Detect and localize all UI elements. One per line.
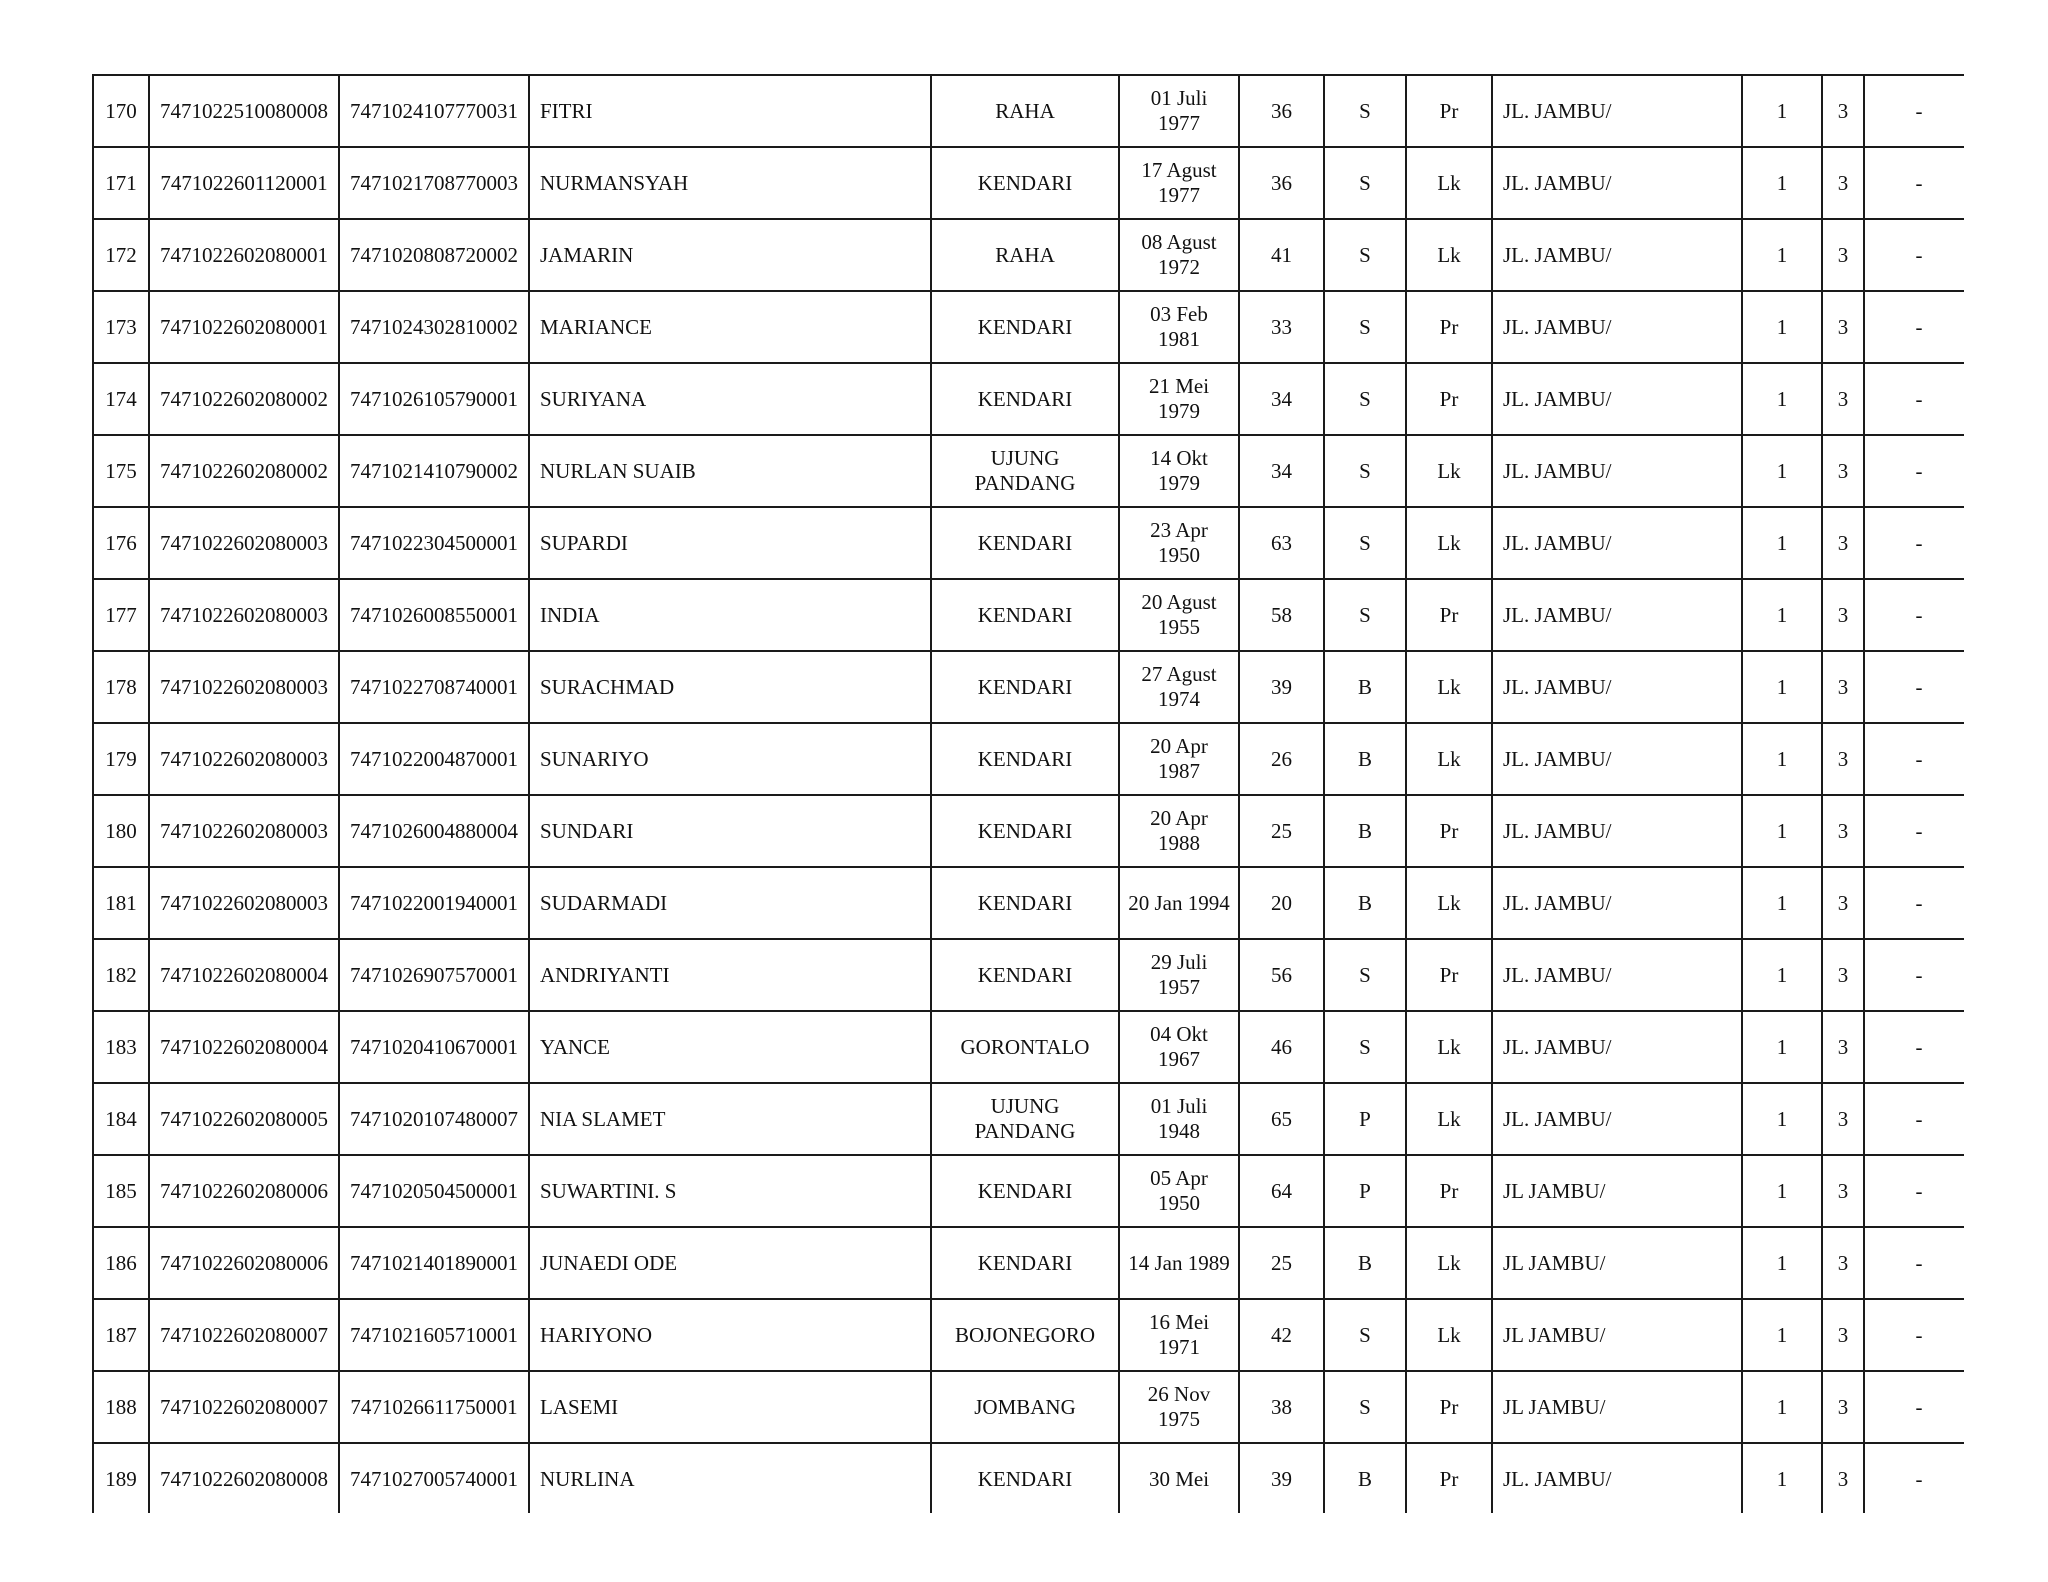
cell-marital-status: S	[1324, 1299, 1406, 1371]
cell-no: 170	[93, 75, 149, 147]
cell-address: JL. JAMBU/	[1492, 1443, 1742, 1513]
table-row	[93, 291, 1964, 363]
cell-birthdate: 03 Feb 1981	[1119, 291, 1239, 363]
cell-remarks: -	[1864, 1011, 1964, 1083]
cell-rw: 3	[1822, 579, 1864, 651]
cell-age: 39	[1239, 651, 1324, 723]
cell-rw: 3	[1822, 291, 1864, 363]
table-row	[93, 147, 1964, 219]
table-row	[93, 795, 1964, 867]
cell-name: FITRI	[529, 75, 931, 147]
cell-kk-number: 7471022602080004	[149, 939, 339, 1011]
cell-rt: 1	[1742, 291, 1822, 363]
cell-no: 180	[93, 795, 149, 867]
cell-sex: Pr	[1406, 939, 1492, 1011]
cell-sex: Lk	[1406, 435, 1492, 507]
cell-remarks: -	[1864, 1155, 1964, 1227]
cell-no: 187	[93, 1299, 149, 1371]
cell-sex: Lk	[1406, 867, 1492, 939]
cell-age: 33	[1239, 291, 1324, 363]
cell-address: JL. JAMBU/	[1492, 219, 1742, 291]
cell-age: 20	[1239, 867, 1324, 939]
cell-age: 41	[1239, 219, 1324, 291]
cell-sex: Pr	[1406, 795, 1492, 867]
cell-rw: 3	[1822, 1155, 1864, 1227]
cell-rw: 3	[1822, 147, 1864, 219]
table-row	[93, 867, 1964, 939]
table-row	[93, 363, 1964, 435]
table-row	[93, 651, 1964, 723]
cell-marital-status: B	[1324, 1443, 1406, 1513]
cell-rw: 3	[1822, 795, 1864, 867]
cell-address: JL. JAMBU/	[1492, 939, 1742, 1011]
cell-no: 175	[93, 435, 149, 507]
cell-birthplace: KENDARI	[931, 795, 1119, 867]
cell-rt: 1	[1742, 435, 1822, 507]
cell-rw: 3	[1822, 867, 1864, 939]
cell-kk-number: 7471022602080001	[149, 291, 339, 363]
cell-kk-number: 7471022601120001	[149, 147, 339, 219]
cell-nik: 7471026907570001	[339, 939, 529, 1011]
cell-age: 26	[1239, 723, 1324, 795]
cell-birthdate: 01 Juli 1977	[1119, 75, 1239, 147]
cell-nik: 7471026611750001	[339, 1371, 529, 1443]
cell-rw: 3	[1822, 75, 1864, 147]
cell-birthplace: GORONTALO	[931, 1011, 1119, 1083]
cell-birthdate: 20 Agust 1955	[1119, 579, 1239, 651]
cell-marital-status: S	[1324, 1371, 1406, 1443]
cell-rt: 1	[1742, 579, 1822, 651]
cell-address: JL. JAMBU/	[1492, 507, 1742, 579]
cell-age: 58	[1239, 579, 1324, 651]
cell-no: 178	[93, 651, 149, 723]
cell-sex: Lk	[1406, 1011, 1492, 1083]
cell-rw: 3	[1822, 1083, 1864, 1155]
cell-birthdate: 20 Apr 1988	[1119, 795, 1239, 867]
cell-kk-number: 7471022602080003	[149, 795, 339, 867]
cell-kk-number: 7471022602080007	[149, 1299, 339, 1371]
cell-address: JL. JAMBU/	[1492, 795, 1742, 867]
cell-sex: Pr	[1406, 579, 1492, 651]
cell-age: 36	[1239, 147, 1324, 219]
cell-kk-number: 7471022602080006	[149, 1155, 339, 1227]
cell-marital-status: S	[1324, 363, 1406, 435]
cell-address: JL. JAMBU/	[1492, 867, 1742, 939]
cell-age: 25	[1239, 1227, 1324, 1299]
cell-rw: 3	[1822, 435, 1864, 507]
cell-kk-number: 7471022602080003	[149, 723, 339, 795]
cell-remarks: -	[1864, 795, 1964, 867]
cell-name: NURMANSYAH	[529, 147, 931, 219]
cell-sex: Lk	[1406, 507, 1492, 579]
cell-rt: 1	[1742, 75, 1822, 147]
cell-remarks: -	[1864, 219, 1964, 291]
cell-name: MARIANCE	[529, 291, 931, 363]
cell-nik: 7471024107770031	[339, 75, 529, 147]
table-row	[93, 1299, 1964, 1371]
cell-age: 42	[1239, 1299, 1324, 1371]
cell-age: 65	[1239, 1083, 1324, 1155]
table-row	[93, 507, 1964, 579]
table-row	[93, 219, 1964, 291]
cell-birthplace: KENDARI	[931, 291, 1119, 363]
cell-sex: Lk	[1406, 1083, 1492, 1155]
cell-no: 182	[93, 939, 149, 1011]
cell-sex: Pr	[1406, 1155, 1492, 1227]
cell-kk-number: 7471022602080003	[149, 651, 339, 723]
cell-rt: 1	[1742, 723, 1822, 795]
cell-kk-number: 7471022602080001	[149, 219, 339, 291]
cell-sex: Lk	[1406, 1299, 1492, 1371]
cell-remarks: -	[1864, 363, 1964, 435]
cell-address: JL. JAMBU/	[1492, 723, 1742, 795]
cell-kk-number: 7471022602080006	[149, 1227, 339, 1299]
cell-no: 183	[93, 1011, 149, 1083]
cell-remarks: -	[1864, 723, 1964, 795]
cell-kk-number: 7471022602080003	[149, 867, 339, 939]
cell-no: 177	[93, 579, 149, 651]
cell-name: SUDARMADI	[529, 867, 931, 939]
cell-remarks: -	[1864, 435, 1964, 507]
cell-remarks: -	[1864, 579, 1964, 651]
cell-address: JL JAMBU/	[1492, 1371, 1742, 1443]
cell-rw: 3	[1822, 1443, 1864, 1513]
cell-birthdate: 14 Jan 1989	[1119, 1227, 1239, 1299]
cell-nik: 7471022708740001	[339, 651, 529, 723]
cell-address: JL. JAMBU/	[1492, 363, 1742, 435]
cell-rt: 1	[1742, 795, 1822, 867]
cell-nik: 7471026004880004	[339, 795, 529, 867]
cell-age: 46	[1239, 1011, 1324, 1083]
cell-sex: Lk	[1406, 723, 1492, 795]
table-row	[93, 435, 1964, 507]
cell-rt: 1	[1742, 1083, 1822, 1155]
cell-name: NURLAN SUAIB	[529, 435, 931, 507]
cell-age: 34	[1239, 435, 1324, 507]
cell-nik: 7471022001940001	[339, 867, 529, 939]
cell-birthplace: KENDARI	[931, 651, 1119, 723]
cell-birthplace: KENDARI	[931, 579, 1119, 651]
cell-marital-status: S	[1324, 939, 1406, 1011]
cell-no: 186	[93, 1227, 149, 1299]
cell-marital-status: B	[1324, 723, 1406, 795]
cell-remarks: -	[1864, 867, 1964, 939]
table-row	[93, 723, 1964, 795]
cell-age: 34	[1239, 363, 1324, 435]
cell-nik: 7471020504500001	[339, 1155, 529, 1227]
cell-name: HARIYONO	[529, 1299, 931, 1371]
cell-kk-number: 7471022602080004	[149, 1011, 339, 1083]
cell-birthdate: 26 Nov 1975	[1119, 1371, 1239, 1443]
cell-address: JL. JAMBU/	[1492, 1083, 1742, 1155]
cell-birthdate: 23 Apr 1950	[1119, 507, 1239, 579]
cell-rw: 3	[1822, 1299, 1864, 1371]
cell-remarks: -	[1864, 507, 1964, 579]
cell-address: JL. JAMBU/	[1492, 147, 1742, 219]
cell-nik: 7471021605710001	[339, 1299, 529, 1371]
cell-no: 185	[93, 1155, 149, 1227]
cell-birthplace: RAHA	[931, 219, 1119, 291]
cell-rw: 3	[1822, 507, 1864, 579]
cell-birthplace: KENDARI	[931, 1155, 1119, 1227]
cell-birthplace: KENDARI	[931, 363, 1119, 435]
cell-kk-number: 7471022602080008	[149, 1443, 339, 1513]
cell-rt: 1	[1742, 1155, 1822, 1227]
cell-no: 171	[93, 147, 149, 219]
cell-age: 36	[1239, 75, 1324, 147]
resident-table	[92, 74, 1964, 1513]
cell-nik: 7471027005740001	[339, 1443, 529, 1513]
cell-sex: Pr	[1406, 291, 1492, 363]
cell-name: NURLINA	[529, 1443, 931, 1513]
cell-address: JL JAMBU/	[1492, 1227, 1742, 1299]
cell-age: 63	[1239, 507, 1324, 579]
cell-nik: 7471020808720002	[339, 219, 529, 291]
cell-nik: 7471020410670001	[339, 1011, 529, 1083]
cell-remarks: -	[1864, 1371, 1964, 1443]
cell-rt: 1	[1742, 1443, 1822, 1513]
cell-marital-status: B	[1324, 795, 1406, 867]
cell-birthplace: KENDARI	[931, 723, 1119, 795]
table-row	[93, 1083, 1964, 1155]
cell-address: JL JAMBU/	[1492, 1155, 1742, 1227]
cell-name: SUWARTINI. S	[529, 1155, 931, 1227]
cell-kk-number: 7471022510080008	[149, 75, 339, 147]
cell-name: JUNAEDI ODE	[529, 1227, 931, 1299]
cell-name: NIA SLAMET	[529, 1083, 931, 1155]
cell-kk-number: 7471022602080002	[149, 435, 339, 507]
cell-rw: 3	[1822, 651, 1864, 723]
table-row	[93, 1371, 1964, 1443]
cell-sex: Pr	[1406, 1443, 1492, 1513]
cell-address: JL. JAMBU/	[1492, 1011, 1742, 1083]
cell-marital-status: S	[1324, 579, 1406, 651]
cell-age: 39	[1239, 1443, 1324, 1513]
cell-marital-status: B	[1324, 1227, 1406, 1299]
cell-kk-number: 7471022602080003	[149, 579, 339, 651]
cell-no: 179	[93, 723, 149, 795]
cell-remarks: -	[1864, 291, 1964, 363]
cell-no: 188	[93, 1371, 149, 1443]
cell-nik: 7471020107480007	[339, 1083, 529, 1155]
cell-birthplace: KENDARI	[931, 147, 1119, 219]
cell-name: SUNDARI	[529, 795, 931, 867]
cell-kk-number: 7471022602080005	[149, 1083, 339, 1155]
cell-birthplace: RAHA	[931, 75, 1119, 147]
cell-rw: 3	[1822, 1227, 1864, 1299]
cell-rw: 3	[1822, 363, 1864, 435]
cell-rw: 3	[1822, 723, 1864, 795]
cell-name: JAMARIN	[529, 219, 931, 291]
cell-nik: 7471021410790002	[339, 435, 529, 507]
cell-marital-status: S	[1324, 147, 1406, 219]
cell-remarks: -	[1864, 651, 1964, 723]
cell-age: 25	[1239, 795, 1324, 867]
cell-marital-status: B	[1324, 651, 1406, 723]
cell-rt: 1	[1742, 1299, 1822, 1371]
cell-rt: 1	[1742, 147, 1822, 219]
cell-no: 176	[93, 507, 149, 579]
cell-marital-status: P	[1324, 1155, 1406, 1227]
cell-address: JL. JAMBU/	[1492, 651, 1742, 723]
cell-rt: 1	[1742, 1011, 1822, 1083]
cell-birthdate: 14 Okt 1979	[1119, 435, 1239, 507]
cell-rt: 1	[1742, 867, 1822, 939]
cell-nik: 7471026105790001	[339, 363, 529, 435]
table-row	[93, 579, 1964, 651]
cell-no: 174	[93, 363, 149, 435]
cell-rw: 3	[1822, 939, 1864, 1011]
cell-rt: 1	[1742, 939, 1822, 1011]
cell-rt: 1	[1742, 219, 1822, 291]
cell-sex: Lk	[1406, 651, 1492, 723]
cell-remarks: -	[1864, 939, 1964, 1011]
cell-age: 64	[1239, 1155, 1324, 1227]
cell-name: ANDRIYANTI	[529, 939, 931, 1011]
cell-name: SURACHMAD	[529, 651, 931, 723]
cell-address: JL. JAMBU/	[1492, 579, 1742, 651]
cell-birthplace: KENDARI	[931, 939, 1119, 1011]
table-row	[93, 939, 1964, 1011]
cell-birthplace: JOMBANG	[931, 1371, 1119, 1443]
cell-marital-status: B	[1324, 867, 1406, 939]
cell-birthdate: 30 Mei	[1119, 1443, 1239, 1513]
cell-remarks: -	[1864, 1227, 1964, 1299]
cell-nik: 7471021401890001	[339, 1227, 529, 1299]
cell-marital-status: S	[1324, 75, 1406, 147]
cell-birthplace: UJUNG PANDANG	[931, 435, 1119, 507]
cell-birthdate: 16 Mei 1971	[1119, 1299, 1239, 1371]
cell-address: JL. JAMBU/	[1492, 75, 1742, 147]
cell-rw: 3	[1822, 1371, 1864, 1443]
cell-marital-status: P	[1324, 1083, 1406, 1155]
cell-nik: 7471022304500001	[339, 507, 529, 579]
cell-name: YANCE	[529, 1011, 931, 1083]
cell-remarks: -	[1864, 75, 1964, 147]
cell-birthplace: UJUNG PANDANG	[931, 1083, 1119, 1155]
cell-birthdate: 21 Mei 1979	[1119, 363, 1239, 435]
cell-rw: 3	[1822, 219, 1864, 291]
cell-address: JL. JAMBU/	[1492, 291, 1742, 363]
cell-birthdate: 08 Agust 1972	[1119, 219, 1239, 291]
cell-birthdate: 20 Jan 1994	[1119, 867, 1239, 939]
table-row	[93, 1227, 1964, 1299]
cell-sex: Pr	[1406, 75, 1492, 147]
cell-age: 38	[1239, 1371, 1324, 1443]
cell-birthdate: 17 Agust 1977	[1119, 147, 1239, 219]
cell-birthdate: 05 Apr 1950	[1119, 1155, 1239, 1227]
cell-birthplace: KENDARI	[931, 867, 1119, 939]
cell-birthplace: KENDARI	[931, 1227, 1119, 1299]
cell-no: 181	[93, 867, 149, 939]
cell-sex: Pr	[1406, 363, 1492, 435]
cell-name: LASEMI	[529, 1371, 931, 1443]
cell-rt: 1	[1742, 1371, 1822, 1443]
cell-birthdate: 01 Juli 1948	[1119, 1083, 1239, 1155]
cell-name: SUPARDI	[529, 507, 931, 579]
cell-kk-number: 7471022602080003	[149, 507, 339, 579]
cell-age: 56	[1239, 939, 1324, 1011]
cell-birthplace: BOJONEGORO	[931, 1299, 1119, 1371]
cell-kk-number: 7471022602080002	[149, 363, 339, 435]
cell-remarks: -	[1864, 1299, 1964, 1371]
cell-name: SUNARIYO	[529, 723, 931, 795]
cell-rt: 1	[1742, 651, 1822, 723]
table-row	[93, 1011, 1964, 1083]
cell-remarks: -	[1864, 1443, 1964, 1513]
cell-no: 184	[93, 1083, 149, 1155]
cell-address: JL JAMBU/	[1492, 1299, 1742, 1371]
cell-sex: Lk	[1406, 147, 1492, 219]
cell-remarks: -	[1864, 147, 1964, 219]
cell-rt: 1	[1742, 363, 1822, 435]
cell-birthplace: KENDARI	[931, 1443, 1119, 1513]
cell-kk-number: 7471022602080007	[149, 1371, 339, 1443]
table-row	[93, 1443, 1964, 1513]
cell-rt: 1	[1742, 1227, 1822, 1299]
cell-marital-status: S	[1324, 219, 1406, 291]
cell-nik: 7471026008550001	[339, 579, 529, 651]
cell-sex: Lk	[1406, 219, 1492, 291]
table-body	[93, 75, 1964, 1513]
cell-birthplace: KENDARI	[931, 507, 1119, 579]
cell-nik: 7471021708770003	[339, 147, 529, 219]
cell-marital-status: S	[1324, 291, 1406, 363]
cell-no: 189	[93, 1443, 149, 1513]
cell-no: 172	[93, 219, 149, 291]
cell-marital-status: S	[1324, 1011, 1406, 1083]
cell-birthdate: 29 Juli 1957	[1119, 939, 1239, 1011]
cell-marital-status: S	[1324, 507, 1406, 579]
cell-sex: Lk	[1406, 1227, 1492, 1299]
cell-address: JL. JAMBU/	[1492, 435, 1742, 507]
cell-marital-status: S	[1324, 435, 1406, 507]
cell-remarks: -	[1864, 1083, 1964, 1155]
cell-nik: 7471022004870001	[339, 723, 529, 795]
cell-name: SURIYANA	[529, 363, 931, 435]
cell-birthdate: 04 Okt 1967	[1119, 1011, 1239, 1083]
table-row	[93, 1155, 1964, 1227]
cell-sex: Pr	[1406, 1371, 1492, 1443]
cell-birthdate: 27 Agust 1974	[1119, 651, 1239, 723]
cell-rt: 1	[1742, 507, 1822, 579]
cell-no: 173	[93, 291, 149, 363]
cell-rw: 3	[1822, 1011, 1864, 1083]
cell-nik: 7471024302810002	[339, 291, 529, 363]
document-sheet	[92, 74, 1964, 1513]
cell-name: INDIA	[529, 579, 931, 651]
cell-birthdate: 20 Apr 1987	[1119, 723, 1239, 795]
table-row	[93, 75, 1964, 147]
